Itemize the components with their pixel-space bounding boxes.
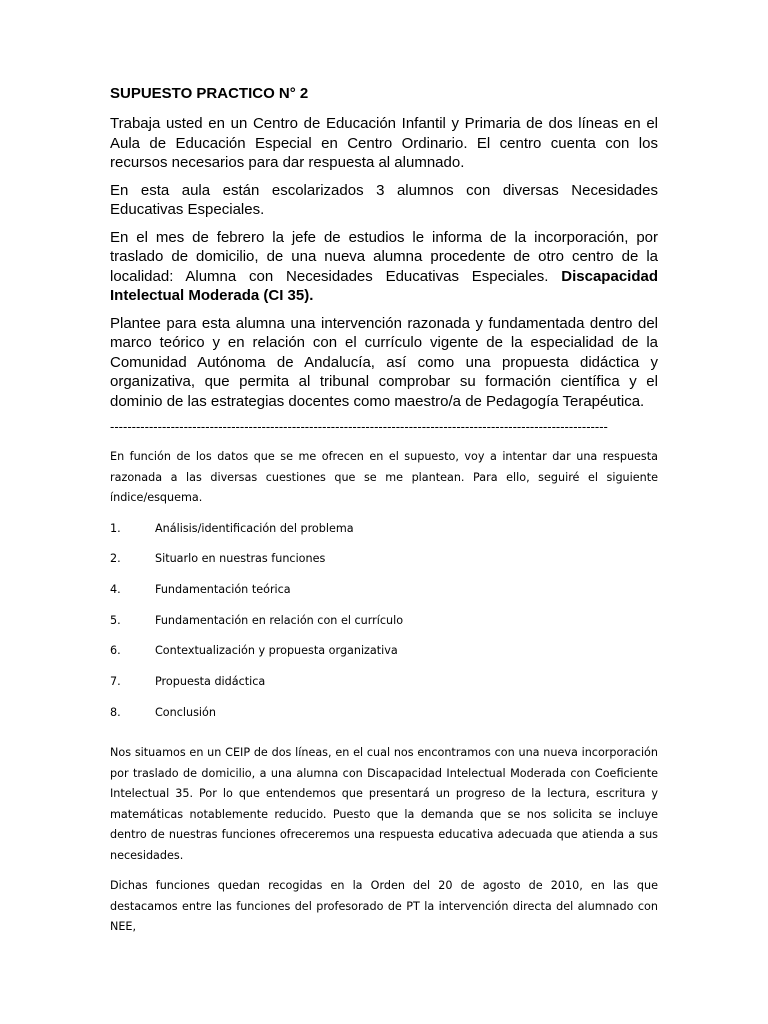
index-item-number: 8. xyxy=(110,705,121,719)
paragraph-situation: Nos situamos en un CEIP de dos líneas, en el cual nos encontramos con una nueva incorporación por traslado de domicilio, a una alumna con Discapacidad Intelectual Moderada con Coeficiente Intelectual 35. Por lo que entendemos que presentará un progreso de la lectura, escritura y matemáticas notablemente reducido. Puesto que la demanda que se nos solicita se incluye dentro de nuestras funciones ofreceremos una respuesta educativa adecuada que atienda a sus necesidades. xyxy=(110,746,658,862)
index-item-text: Contextualización y propuesta organizativa xyxy=(155,644,398,658)
index-item xyxy=(110,703,658,734)
paragraph-task: Plantee para esta alumna una intervención razonada y fundamentada dentro del marco teórico y en relación con el currículo vigente de la especialidad de la Comunidad Autónoma de Andalucía, así como una propuesta didáctica y organizativa, que permita al tribunal comprobar su formación científica y el dominio de las estrategias docentes como maestro/a de Pedagogía Terapéutica. xyxy=(110,314,658,410)
index-item-text: Propuesta didáctica xyxy=(155,674,266,688)
index-item xyxy=(110,641,658,672)
index-item-number: 2. xyxy=(110,552,121,566)
paragraph-functions: Dichas funciones quedan recogidas en la Orden del 20 de agosto de 2010, en las que destacamos entre las funciones del profesorado de PT la intervención directa del alumnado con NEE, xyxy=(110,879,658,934)
paragraph-intro: En función de los datos que se me ofrecen en el supuesto, voy a intentar dar una respuesta razonada a las diversas cuestiones que se me plantean. Para ello, seguiré el siguiente índice/esquema. xyxy=(110,450,658,504)
index-item-number: 4. xyxy=(110,582,121,596)
index-item-number: 7. xyxy=(110,674,121,688)
document-body xyxy=(110,84,658,948)
document-title: SUPUESTO PRACTICO N° 2 xyxy=(110,85,309,102)
index-item xyxy=(110,549,658,580)
index-item xyxy=(110,672,658,703)
index-item-number: 5. xyxy=(110,613,121,627)
paragraph-context: Trabaja usted en un Centro de Educación Infantil y Primaria de dos líneas en el Aula de Educación Especial en Centro Ordinario. El centro cuenta con los recursos necesarios para dar respuesta al alumnado. xyxy=(110,115,658,171)
paragraph-incorporation xyxy=(110,228,658,306)
index-item xyxy=(110,580,658,611)
index-item-text: Análisis/identificación del problema xyxy=(155,521,354,535)
separator-line: ------------------------------------------------------------------------------------------------------------------- xyxy=(110,419,608,434)
paragraph-incorporation-diagnosis: Discapacidad Intelectual Moderada (CI 35). xyxy=(110,267,658,304)
index-item-text: Fundamentación teórica xyxy=(155,582,291,596)
index-item xyxy=(110,519,658,550)
index-item-text: Conclusión xyxy=(155,705,216,719)
paragraph-incorporation-text: En el mes de febrero la jefe de estudios le informa de la incorporación, por traslado de domicilio, de una nueva alumna procedente de otro centro de la localidad: Alumna con Necesidades Educativas Especiales. xyxy=(110,228,658,285)
paragraph-classroom: En esta aula están escolarizados 3 alumnos con diversas Necesidades Educativas Especiales. xyxy=(110,181,658,218)
index-item-number: 6. xyxy=(110,644,121,658)
index-item xyxy=(110,611,658,642)
index-item-text: Fundamentación en relación con el currículo xyxy=(155,613,404,627)
index-item-number: 1. xyxy=(110,521,121,535)
index-list xyxy=(110,519,658,734)
index-item-text: Situarlo en nuestras funciones xyxy=(155,552,326,566)
